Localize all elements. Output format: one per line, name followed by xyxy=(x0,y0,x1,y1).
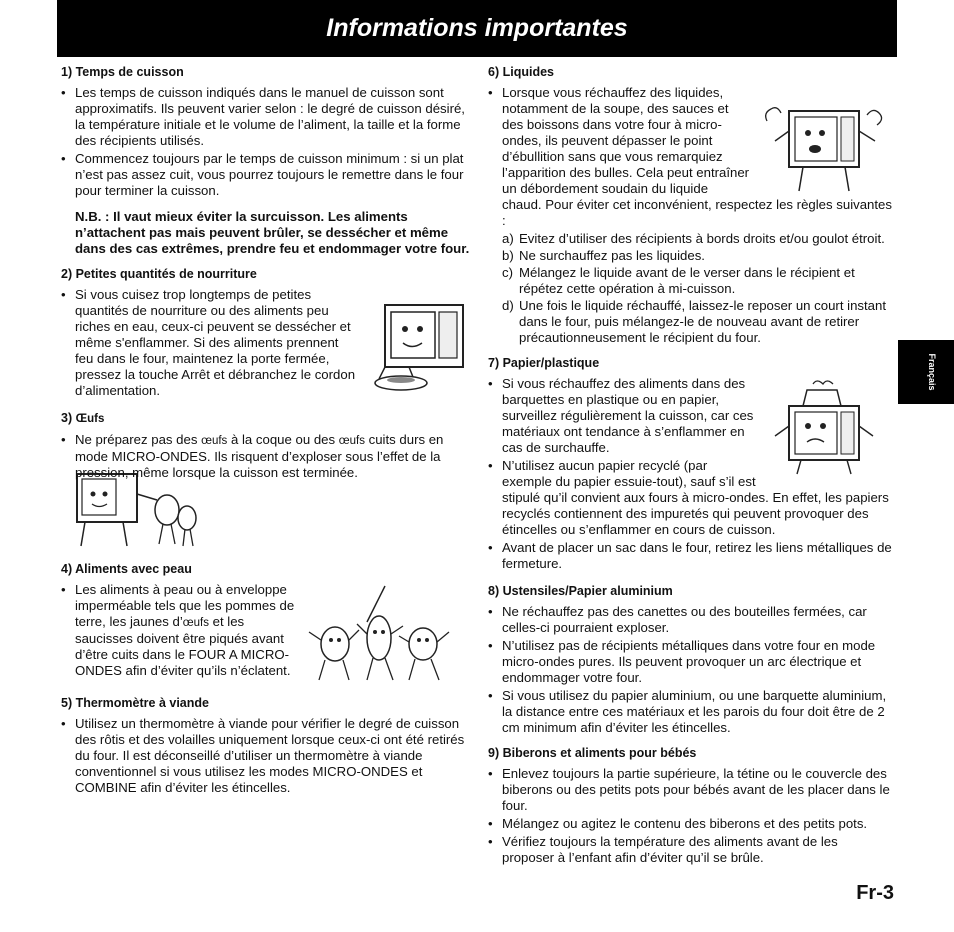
bullet-text: • Mélangez ou agitez le contenu des biberons et des petits pots. xyxy=(488,816,893,832)
sub-letter: b) xyxy=(502,248,514,263)
section-word: Œufs xyxy=(75,413,105,425)
page-title: Informations importantes xyxy=(326,14,628,42)
bullet-text: • N’utilisez aucun papier recyclé (par exemple du papier essuie-tout), sauf s’il est stipulé qu’il convient aux fours à micro-ondes. En effet, les papiers recyclés contiennent des impuretés qui peuvent provoquer des étincelles ou s’enflammer en cours de cuisson. xyxy=(488,458,893,538)
text-part: à la coque ou des xyxy=(227,432,339,447)
sub-text: Evitez d’utiliser des récipients à bords droits et/ou goulot étroit. xyxy=(519,231,885,246)
section-baby-bottles xyxy=(488,745,893,866)
sub-list xyxy=(488,231,893,346)
title-banner xyxy=(57,0,897,57)
language-tab-label: Français xyxy=(927,353,937,391)
section-title xyxy=(61,410,477,427)
section-title: 8) Ustensiles/Papier aluminium xyxy=(488,584,673,598)
text-part: et les saucisses doivent être piqués avant d’être cuits dans le FOUR A MICRO-ONDES afin d’éviter qu’ils n’éclatent. xyxy=(75,614,291,678)
language-tab xyxy=(898,340,954,404)
bullet-text: • Avant de placer un sac dans le four, retirez les liens métalliques de fermeture. xyxy=(488,540,893,572)
section-utensils-foil xyxy=(488,583,893,736)
section-title: 2) Petites quantités de nourriture xyxy=(61,267,257,281)
section-paper-plastic xyxy=(488,355,893,574)
section-food-with-skin xyxy=(61,561,477,686)
bullet-text: • Enlevez toujours la partie supérieure, la tétine ou le couvercle des biberons ou des petits pots pour bébés avant de les placer dans le four. xyxy=(488,766,893,814)
section-small-quantities xyxy=(61,266,477,401)
sub-item xyxy=(488,231,893,247)
section-cooking-time xyxy=(61,64,477,257)
section-title: 4) Aliments avec peau xyxy=(61,562,192,576)
bullet-text xyxy=(61,432,477,481)
right-column xyxy=(488,64,893,875)
bullet-text: • Si vous réchauffez des aliments dans des barquettes en plastique ou en papier, surveillez régulièrement la cuisson, car ces matériaux ont tendance à s’enflammer en cas de surchauffe. xyxy=(488,376,893,456)
section-title: 1) Temps de cuisson xyxy=(61,65,184,79)
bullet-text: • Les temps de cuisson indiqués dans le manuel de cuisson sont approximatifs. Ils peuvent varier selon : le degré de cuisson désiré, la température initiale et le volume de l’aliment, la taille et la forme des récipients utilisés. xyxy=(61,85,477,149)
bullet-text: • Vérifiez toujours la température des aliments avant de les proposer à l’enfant afin d’éviter qu’il se brûle. xyxy=(488,834,893,866)
text-part: cuits durs en mode MICRO-ONDES. Ils risquent d’exploser sous l’effet de la pression, même lorsque la cuisson est terminée. xyxy=(75,432,444,480)
sub-letter: a) xyxy=(502,231,514,246)
text-part: œufs xyxy=(201,435,228,447)
section-title: 9) Biberons et aliments pour bébés xyxy=(488,746,697,760)
sub-text: Ne surchauffez pas les liquides. xyxy=(519,248,705,263)
text-part: œufs xyxy=(338,435,365,447)
page-number: Fr-3 xyxy=(856,882,894,904)
bullet-text: • Commencez toujours par le temps de cuisson minimum : si un plat n’est pas assez cuit, vous pourrez toujours le remettre dans le four pour terminer la cuisson. xyxy=(61,151,477,199)
sub-item xyxy=(488,265,893,297)
sub-text: Une fois le liquide réchauffé, laissez-le reposer un court instant dans le four, puis mélangez-le de nouveau avant de retirer précautionneusement le récipient du four. xyxy=(519,298,887,345)
left-column xyxy=(61,64,477,805)
section-meat-thermometer xyxy=(61,695,477,796)
bullet-text: • Lorsque vous réchauffez des liquides, notamment de la soupe, des sauces et des boissons dans votre four à micro-ondes, ils peuvent dépasser le point d’ébullition sans que vous remarquiez l’apparition des bulles. Cela peut entraîner un débordement soudain du liquide chaud. Pour éviter cet inconvénient, respectez les règles suivantes : xyxy=(488,85,893,229)
text-part: œufs xyxy=(182,617,209,629)
text-part: Les aliments à peau ou à enveloppe imperméable tels que les pommes de terre, les jaunes d’ xyxy=(75,582,295,629)
section-title: 6) Liquides xyxy=(488,65,554,79)
sub-text: Mélangez le liquide avant de le verser dans le récipient et répétez cette opération à mi-cuisson. xyxy=(519,265,855,296)
section-title: 5) Thermomètre à viande xyxy=(61,696,209,710)
bullet-text: • N’utilisez pas de récipients métalliques dans votre four en mode micro-ondes pures. Ils peuvent provoquer un arc électrique et endommager votre four. xyxy=(488,638,893,686)
sub-letter: d) xyxy=(502,298,514,313)
section-liquids xyxy=(488,64,893,346)
section-number: 3) xyxy=(61,411,76,425)
section-eggs xyxy=(61,410,477,552)
note-text: N.B. : Il vaut mieux éviter la surcuisson. Les aliments n’attachent pas mais peuvent brûler, se dessécher et même dans des cas extrêmes, prendre feu et endommager votre four. xyxy=(75,209,470,256)
sub-letter: c) xyxy=(502,265,513,280)
bullet-text: • Ne réchauffez pas des canettes ou des bouteilles fermées, car celles-ci pourraient exploser. xyxy=(488,604,893,636)
bullet-text: • Si vous utilisez du papier aluminium, ou une barquette aluminium, la distance entre ces matériaux et les parois du four doit être de 2 cm minimum afin d’éviter les étincelles. xyxy=(488,688,893,736)
sub-item xyxy=(488,248,893,264)
bullet-text: • Si vous cuisez trop longtemps de petites quantités de nourriture ou des aliments peu riches en eau, ceux-ci peuvent se dessécher et même s'enflammer. Si des aliments prennent feu dans le four, maintenez la porte fermée, pressez la touche Arrêt et débranchez le cordon d’alimentation. xyxy=(61,287,477,399)
bullet-text xyxy=(61,582,477,679)
text-part: Ne préparez pas des xyxy=(75,432,202,447)
section-title: 7) Papier/plastique xyxy=(488,356,600,370)
bullet-text: • Utilisez un thermomètre à viande pour vérifier le degré de cuisson des rôtis et des volailles uniquement lorsque ceux-ci ont été retirés du four. Il est déconseillé d’utiliser un thermomètre à viande conventionnel si vous utilisez les modes MICRO-ONDES et COMBINE afin d’éviter les étincelles. xyxy=(61,716,477,796)
sub-item xyxy=(488,298,893,346)
